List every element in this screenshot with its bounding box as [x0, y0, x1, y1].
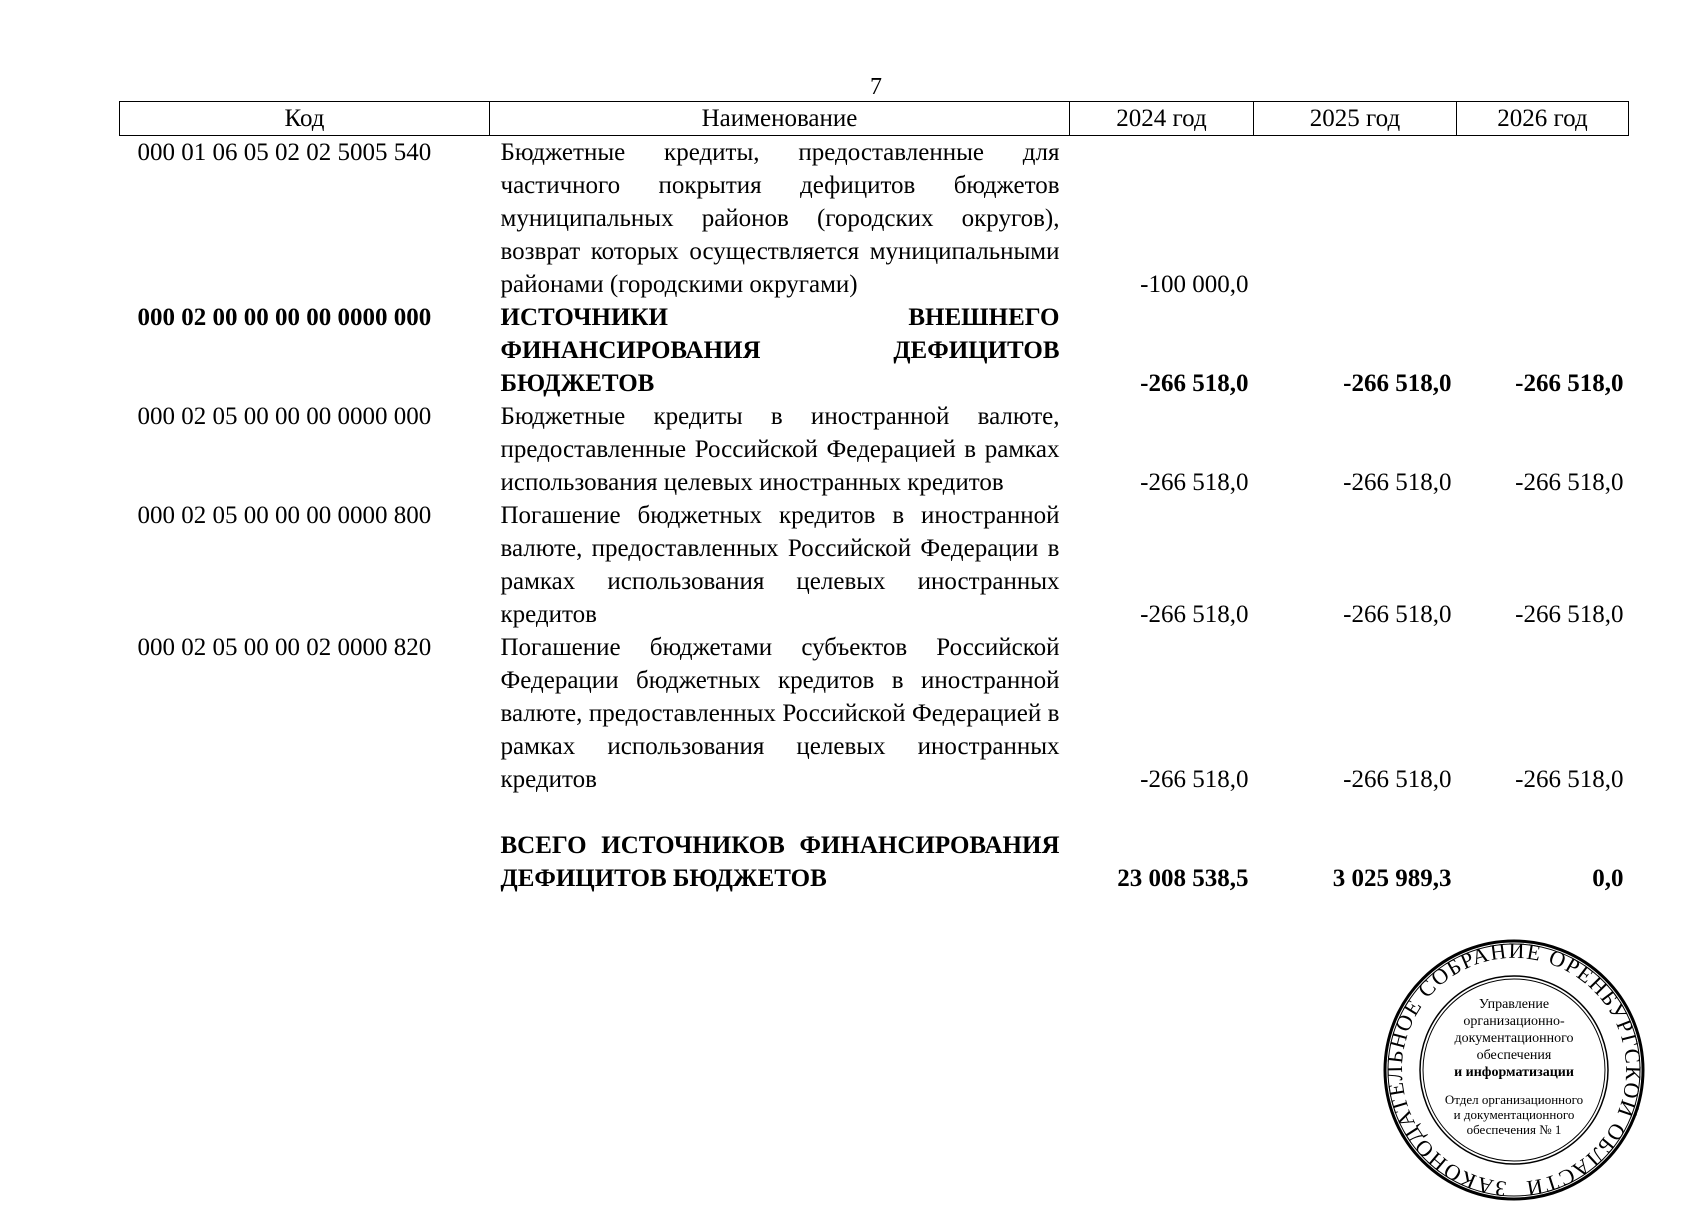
- total-value-2024: 23 008 538,5: [1117, 865, 1249, 892]
- table-row: [120, 499, 1629, 631]
- row-value-2026: -266 518,0: [1515, 469, 1624, 496]
- total-code: [120, 796, 490, 895]
- table-row: [120, 631, 1629, 796]
- row-value-2024: -266 518,0: [1140, 370, 1249, 397]
- row-code: 000 01 06 05 02 02 5005 540: [137, 139, 432, 166]
- row-value-2025: -266 518,0: [1343, 370, 1452, 397]
- row-name: Погашение бюджетных кредитов в иностранной валюте, предоставленных Российской Федерации в рамках использования целевых иностранных кредитов: [500, 502, 1060, 628]
- header-2024: 2024 год: [1070, 102, 1254, 136]
- total-row: [120, 796, 1629, 895]
- row-value-2025: -266 518,0: [1343, 601, 1452, 628]
- stamp-line: и информатизации: [1454, 1065, 1574, 1080]
- total-value-2026: 0,0: [1592, 865, 1624, 892]
- stamp-dept-line: обеспечения № 1: [1466, 1122, 1562, 1137]
- official-stamp: [1382, 938, 1646, 1202]
- header-2025: 2025 год: [1254, 102, 1457, 136]
- header-code: Код: [120, 102, 490, 136]
- header-2026: 2026 год: [1457, 102, 1629, 136]
- page-number: 7: [870, 74, 882, 100]
- row-value-2025: [1254, 136, 1457, 302]
- stamp-line: Управление: [1478, 997, 1550, 1012]
- row-code: 000 02 05 00 00 00 0000 800: [137, 502, 432, 529]
- row-name: Бюджетные кредиты в иностранной валюте, предоставленные Российской Федерацией в рамках использования целевых иностранных кредитов: [500, 403, 1060, 496]
- table-row: [120, 136, 1629, 302]
- stamp-outer-text: ЗАКОНОДАТЕЛЬНОЕ СОБРАНИЕ ОРЕНБУРГСКОЙ ОБЛАСТИ: [1382, 938, 1646, 1202]
- table-row: [120, 301, 1629, 400]
- row-value-2026: -266 518,0: [1515, 601, 1624, 628]
- total-name: ВСЕГО ИСТОЧНИКОВ ФИНАНСИРОВАНИЯ ДЕФИЦИТОВ БЮДЖЕТОВ: [500, 832, 1060, 892]
- row-code: 000 02 05 00 00 00 0000 000: [137, 403, 432, 430]
- table-row: [120, 400, 1629, 499]
- row-name: Погашение бюджетами субъектов Российской Федерации бюджетных кредитов в иностранной валюте, предоставленных Российской Федерацией в рамках использования целевых иностранных кредитов: [500, 634, 1060, 793]
- row-value-2026: [1457, 136, 1629, 302]
- stamp-line: документационного: [1454, 1031, 1574, 1046]
- header-name: Наименование: [490, 102, 1070, 136]
- row-value-2026: -266 518,0: [1515, 766, 1624, 793]
- row-value-2024: -266 518,0: [1140, 601, 1249, 628]
- row-code: 000 02 05 00 00 02 0000 820: [137, 634, 432, 661]
- row-value-2025: -266 518,0: [1343, 469, 1452, 496]
- row-value-2024: -266 518,0: [1140, 766, 1249, 793]
- row-value-2024: -266 518,0: [1140, 469, 1249, 496]
- sources-table: [119, 101, 1629, 895]
- table-header-row: [120, 102, 1629, 136]
- row-name: Бюджетные кредиты, предоставленные для частичного покрытия дефицитов бюджетов муниципальных районов (городских округов), возврат которых осуществляется муниципальными районами (городскими округами): [500, 139, 1060, 298]
- row-value-2024: -100 000,0: [1140, 271, 1249, 298]
- row-name: ИСТОЧНИКИ ВНЕШНЕГО ФИНАНСИРОВАНИЯ ДЕФИЦИТОВ БЮДЖЕТОВ: [500, 304, 1060, 397]
- stamp-dept-line: и документационного: [1453, 1107, 1575, 1122]
- row-value-2026: -266 518,0: [1515, 370, 1624, 397]
- row-code: 000 02 00 00 00 00 0000 000: [137, 304, 432, 331]
- stamp-seal-icon: [1382, 938, 1646, 1202]
- stamp-line: обеспечения: [1476, 1048, 1552, 1063]
- stamp-line: организационно-: [1463, 1014, 1565, 1029]
- stamp-dept-line: Отдел организационного: [1444, 1092, 1584, 1107]
- total-value-2025: 3 025 989,3: [1332, 865, 1452, 892]
- row-value-2025: -266 518,0: [1343, 766, 1452, 793]
